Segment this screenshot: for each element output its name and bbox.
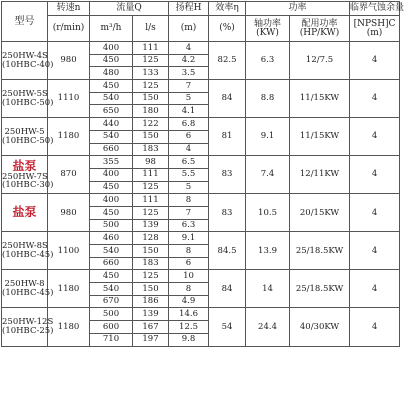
npsh-value: 4 [350,232,400,270]
model-cell [2,194,48,232]
table-row [2,270,400,283]
model-name: 250HW-7S [2,171,48,182]
table-row [2,118,400,131]
flow-ls-value: 98 [133,156,169,169]
head-value: 5 [169,92,209,105]
head-value: 9.1 [169,232,209,245]
flow-ls-value: 197 [133,333,169,346]
head-value: 4.9 [169,295,209,308]
shaft-power-value: 10.5 [246,194,290,232]
flow-ls-value: 180 [133,105,169,118]
speed-value: 870 [48,156,90,194]
model-name: 250HW-8S [2,241,48,252]
flow-m3h-value: 480 [90,67,133,80]
flow-m3h-value: 400 [90,194,133,207]
flow-m3h-value: 450 [90,181,133,194]
header-shaft-power-label: 轴功率 [254,18,282,29]
efficiency-value: 83 [209,194,246,232]
efficiency-value: 84 [209,80,246,118]
flow-ls-value: 167 [133,321,169,334]
head-value: 6.3 [169,219,209,232]
head-value: 4.2 [169,54,209,67]
motor-power-value: 12/11KW [290,156,350,194]
flow-m3h-value: 450 [90,54,133,67]
shaft-power-value: 7.4 [246,156,290,194]
npsh-value: 4 [350,270,400,308]
header-model: 型号 [2,2,48,42]
flow-m3h-value: 450 [90,80,133,93]
head-value: 9.8 [169,333,209,346]
model-tag: 盐泵 [12,158,37,173]
efficiency-value: 84 [209,270,246,308]
head-value: 8 [169,283,209,296]
model-cell [2,308,54,346]
model-cell [2,270,54,308]
efficiency-value: 54 [209,308,246,346]
header-head: 扬程H [169,2,209,16]
flow-m3h-value: 400 [90,42,133,55]
flow-ls-value: 186 [133,295,169,308]
flow-ls-value: 150 [133,245,169,258]
flow-ls-value: 150 [133,92,169,105]
flow-m3h-value: 450 [90,206,133,219]
npsh-value: 4 [350,308,400,346]
model-alt-name: (10HBC-40) [2,59,54,70]
header-speed: 转速n [48,2,90,16]
shaft-power-value: 8.8 [246,80,290,118]
flow-m3h-value: 670 [90,295,133,308]
flow-ls-value: 111 [133,194,169,207]
flow-ls-value: 128 [133,232,169,245]
flow-m3h-value: 660 [90,143,133,156]
motor-power-value: 40/30KW [290,308,350,346]
model-name: 250HW-12S [2,317,54,328]
flow-ls-value: 125 [133,80,169,93]
head-value: 8 [169,194,209,207]
head-value: 3.5 [169,67,209,80]
header-flow-unit-ls: l/s [133,16,169,42]
header-motor-power-unit: (HP/KW) [299,27,340,38]
flow-ls-value: 150 [133,130,169,143]
header-shaft-power [246,16,290,42]
header-shaft-power-unit: (KW) [256,27,279,38]
model-cell [2,42,54,80]
speed-value: 980 [48,194,90,232]
npsh-value: 4 [350,42,400,80]
npsh-value: 4 [350,156,400,194]
head-value: 5.5 [169,168,209,181]
efficiency-value: 83 [209,156,246,194]
head-value: 7 [169,80,209,93]
header-efficiency: 效率η [209,2,246,16]
flow-ls-value: 139 [133,308,169,321]
head-value: 6.5 [169,156,209,169]
flow-m3h-value: 650 [90,105,133,118]
motor-power-value: 11/15KW [290,118,350,156]
head-value: 4 [169,42,209,55]
speed-value: 1100 [48,232,90,270]
motor-power-value: 20/15KW [290,194,350,232]
head-value: 4.1 [169,105,209,118]
model-name: 250HW-5 [4,127,45,138]
header-head-unit: (m) [169,16,209,42]
model-cell [2,80,54,118]
pump-spec-table [1,1,404,347]
flow-ls-value: 125 [133,54,169,67]
npsh-value: 4 [350,80,400,118]
flow-ls-value: 122 [133,118,169,131]
model-alt-name: (10HBC-45) [2,287,54,298]
motor-power-value: 25/18.5KW [290,270,350,308]
table-row [2,156,400,169]
head-value: 7 [169,206,209,219]
speed-value: 1180 [48,308,90,346]
head-value: 14.6 [169,308,209,321]
header-motor-power [290,16,350,42]
speed-value: 1180 [48,118,90,156]
npsh-value: 4 [350,194,400,232]
model-cell [2,232,54,270]
head-value: 6 [169,257,209,270]
header-motor-power-label: 配用功率 [301,18,338,29]
model-name: 250HW-4S [2,51,48,62]
flow-m3h-value: 500 [90,219,133,232]
flow-ls-value: 125 [133,181,169,194]
flow-ls-value: 150 [133,283,169,296]
model-cell [2,118,54,156]
flow-ls-value: 183 [133,143,169,156]
head-value: 12.5 [169,321,209,334]
head-value: 5 [169,181,209,194]
efficiency-value: 82.5 [209,42,246,80]
flow-m3h-value: 440 [90,118,133,131]
motor-power-value: 25/18.5KW [290,232,350,270]
header-flow: 流量Q [90,2,169,16]
header-npsh-unit: (m) [366,27,383,38]
head-value: 10 [169,270,209,283]
table-row [2,42,400,55]
flow-m3h-value: 355 [90,156,133,169]
motor-power-value: 12/7.5 [290,42,350,80]
flow-m3h-value: 660 [90,257,133,270]
model-name: 250HW-8 [4,279,45,290]
flow-m3h-value: 460 [90,232,133,245]
header-flow-unit-m3h: m³/h [90,16,133,42]
flow-m3h-value: 540 [90,245,133,258]
spec-table-body [2,42,400,347]
model-alt-name: (10HBC-50) [2,135,54,146]
flow-ls-value: 183 [133,257,169,270]
flow-ls-value: 133 [133,67,169,80]
efficiency-value: 81 [209,118,246,156]
head-value: 6.8 [169,118,209,131]
shaft-power-value: 14 [246,270,290,308]
flow-m3h-value: 450 [90,270,133,283]
flow-m3h-value: 500 [90,308,133,321]
flow-ls-value: 125 [133,206,169,219]
model-alt-name: (10HBC-50) [2,97,54,108]
npsh-value: 4 [350,118,400,156]
flow-ls-value: 125 [133,270,169,283]
shaft-power-value: 13.9 [246,232,290,270]
speed-value: 1180 [48,270,90,308]
shaft-power-value: 9.1 [246,118,290,156]
flow-ls-value: 111 [133,168,169,181]
flow-m3h-value: 540 [90,130,133,143]
flow-ls-value: 139 [133,219,169,232]
header-power: 功率 [246,2,350,16]
flow-m3h-value: 400 [90,168,133,181]
efficiency-value: 84.5 [209,232,246,270]
flow-m3h-value: 710 [90,333,133,346]
header-npsh-detail [350,16,400,42]
flow-m3h-value: 540 [90,283,133,296]
head-value: 6 [169,130,209,143]
speed-value: 980 [48,42,90,80]
head-value: 4 [169,143,209,156]
table-row [2,232,400,245]
header-npsh-label: [NPSH]C [353,18,396,29]
model-alt-name: (10HBC-30) [2,180,54,191]
table-row [2,194,400,207]
header-eff-unit: (%) [209,16,246,42]
header-speed-unit: (r/min) [48,16,90,42]
table-row [2,80,400,93]
model-name: 250HW-5S [2,89,48,100]
flow-m3h-value: 540 [90,92,133,105]
speed-value: 1110 [48,80,90,118]
model-alt-name: (10HBC-25) [2,325,54,336]
model-alt-name: (10HBC-45) [2,249,54,260]
shaft-power-value: 24.4 [246,308,290,346]
spec-table-container [1,1,404,399]
flow-m3h-value: 600 [90,321,133,334]
head-value: 8 [169,245,209,258]
shaft-power-value: 6.3 [246,42,290,80]
table-row [2,308,400,321]
model-cell [2,156,54,194]
header-npsh: 临界气蚀余量 [350,2,400,16]
motor-power-value: 11/15KW [290,80,350,118]
model-tag: 盐泵 [12,205,37,220]
flow-ls-value: 111 [133,42,169,55]
